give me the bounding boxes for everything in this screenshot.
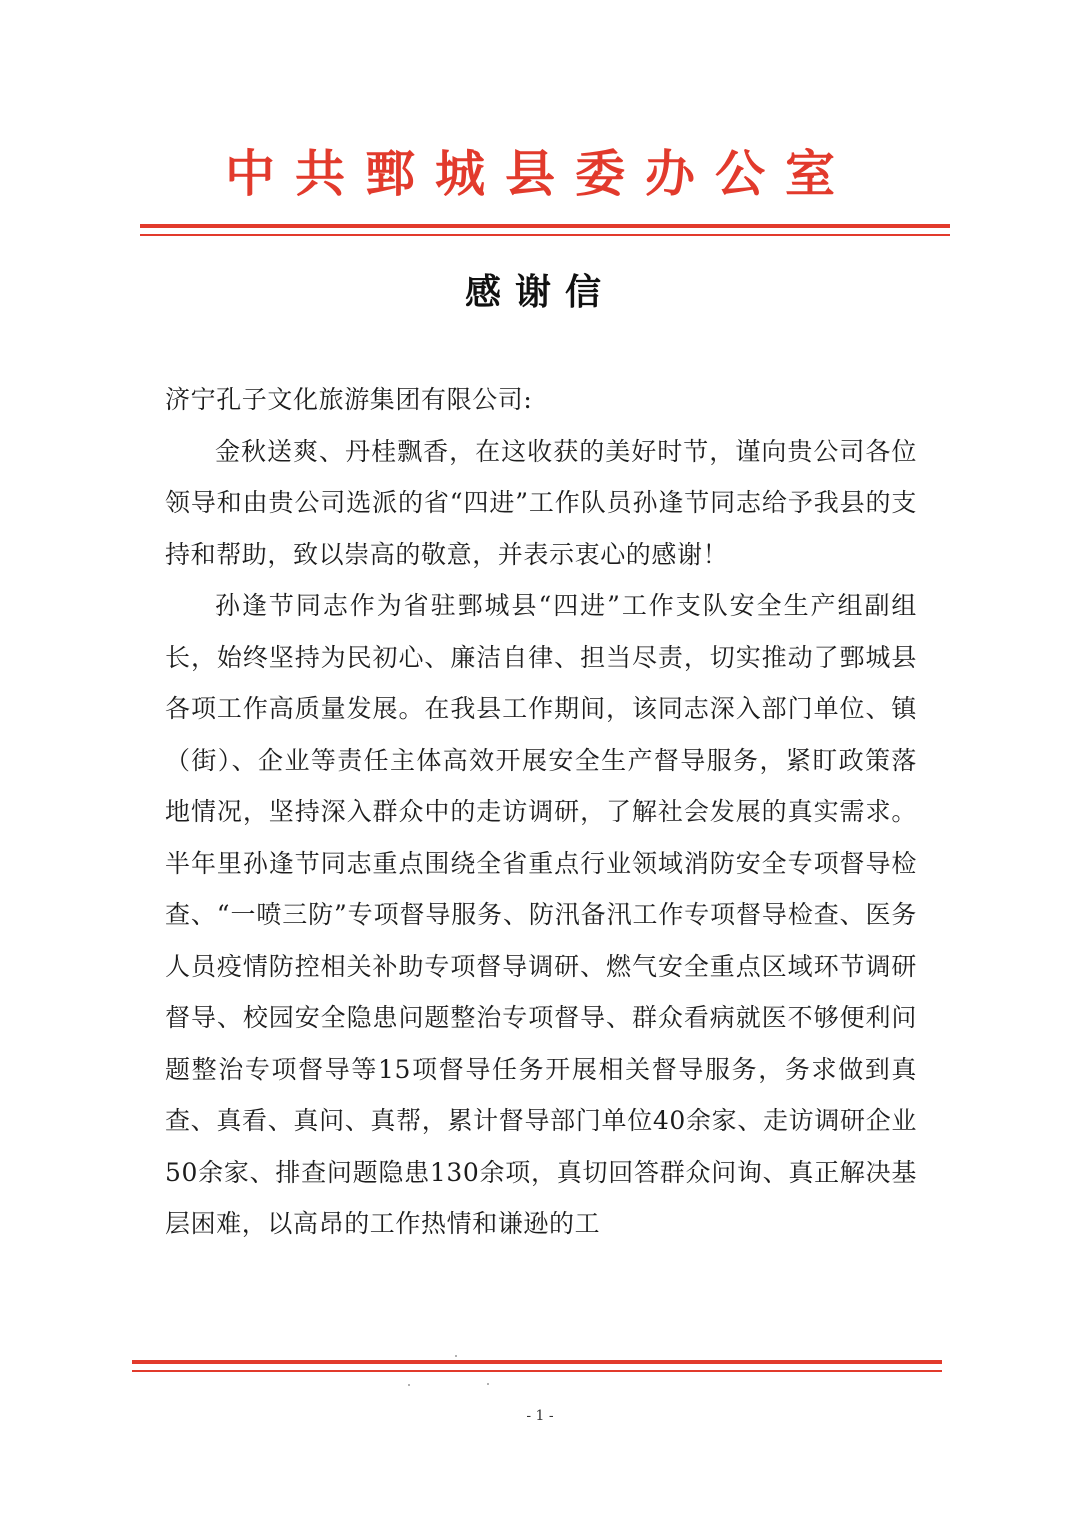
salutation: 济宁孔子文化旅游集团有限公司: — [165, 385, 533, 414]
paragraph-2: 孙逢节同志作为省驻鄄城县“四进”工作支队安全生产组副组长，始终坚持为民初心、廉洁自律、担当尽责，切实推动了鄄城县各项工作高质量发展。在我县工作期间，该同志深入部门单位、镇（街）、企业等责任主体高效开展安全生产督导服务，紧盯政策落地情况，坚持深入群众中的走访调研，了解社会发展的真实需求。半年里孙逢节同志重点围绕全省重点行业领域消防安全专项督导检查、“一喷三防”专项督导服务、防汛备汛工作专项督导检查、医务人员疫情防控相关补助专项督导调研、燃气安全重点区域环节调研督导、校园安全隐患问题整治专项督导、群众看病就医不够便利问题整治专项督导等15项督导任务开展相关督导服务，务求做到真查、真看、真问、真帮，累计督导部门单位40余家、走访调研企业50余家、排查问题隐患130余项，真切回答群众问询、真正解决基层困难，以高昂的工作热情和谦逊的工 — [165, 591, 917, 1238]
scan-speck — [455, 1355, 457, 1357]
footer-rule-thick — [132, 1360, 942, 1364]
document-title: 感谢信 — [464, 271, 615, 313]
letterhead-rule-thin — [140, 234, 950, 236]
footer-rule-thin — [132, 1370, 942, 1372]
letterhead-rule-thick — [140, 224, 950, 228]
paragraph-1: 金秋送爽、丹桂飘香，在这收获的美好时节，谨向贵公司各位领导和由贵公司选派的省“四进”工作队员孙逢节同志给予我县的支持和帮助，致以崇高的敬意，并表示衷心的感谢！ — [165, 436, 917, 569]
letterhead-title: 中共鄄城县委办公室 — [225, 144, 855, 203]
scan-speck — [408, 1384, 410, 1386]
letter-body — [165, 374, 917, 1250]
scan-speck — [487, 1383, 489, 1385]
page-number: - 1 - — [526, 1408, 554, 1424]
